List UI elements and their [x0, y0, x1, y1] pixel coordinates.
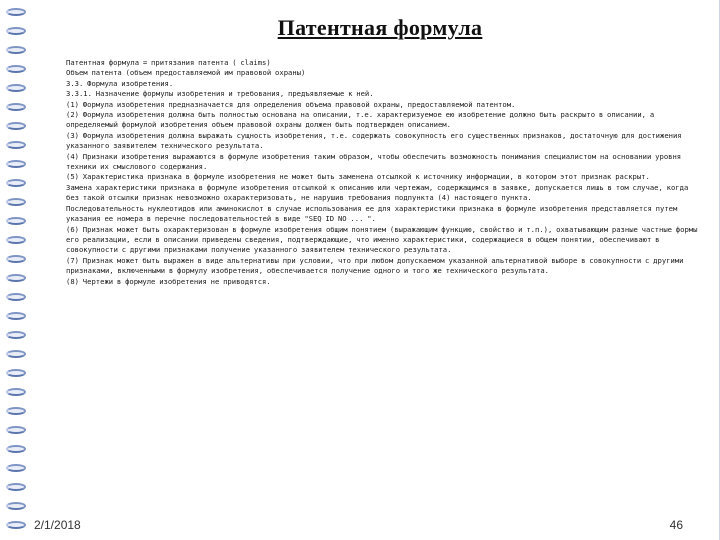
- binding-loop: [6, 179, 26, 187]
- slide-body: [66, 58, 702, 287]
- paragraph: Патентная формула = притязания патента ( claims): [66, 58, 271, 67]
- binding-loop: [6, 46, 26, 54]
- footer-date: 2/1/2018: [34, 518, 81, 532]
- paragraph: 3.3.1. Назначение формулы изобретения и требования, предъявляемые к ней.: [66, 89, 374, 99]
- binding-loop: [6, 274, 26, 282]
- paragraph: (2) Формула изобретения должна быть полностью основана на описании, т.е. характеризуемое ею изобретение должно быть раскрыто в описании, а определяемый формулой изобретения объем правовой охраны должен быть подтвержден описанием.: [66, 110, 655, 130]
- binding-loop: [6, 122, 26, 130]
- binding-loop: [6, 502, 26, 510]
- binding-loop: [6, 217, 26, 225]
- paragraph: Последовательность нуклеотидов или аминокислот в случае использования ее для характеристики признака в формуле изобретения представляется путем указания ее номера в перечне последовательностей в виде "SEQ ID NO ... ".: [66, 203, 678, 224]
- binding-loop: [6, 331, 26, 339]
- paragraph: (3) Формула изобретения должна выражать сущность изобретения, т.е. содержать совокупность его существенных признаков, достаточную для достижения указанного заявителем технического результата.: [66, 130, 682, 151]
- paragraph: (7) Признак может быть выражен в виде альтернативы при условии, что при любом допускаемом указанной альтернативой выборе в совокупности с другими признаками, включенными в формулу изобретения, обеспечивается получение одного и того же технического результата.: [66, 255, 684, 276]
- paragraph: Замена характеристики признака в формуле изобретения отсылкой к описанию или чертежам, содержащимся в заявке, допускается лишь в том случае, когда без такой отсылки признак невозможно охарактеризовать, не нарушив требования подпункта (4) настоящего пункта.: [66, 182, 689, 203]
- page-title: Патентная формула: [277, 15, 483, 40]
- binding-loop: [6, 84, 26, 92]
- spiral-binding-icon: [0, 0, 30, 540]
- binding-loop: [6, 8, 26, 16]
- binding-loop: [6, 350, 26, 358]
- paragraph: (4) Признаки изобретения выражаются в формуле изобретения таким образом, чтобы обеспечить возможность понимания специалистом на основании уровня техники их смыслового содержания.: [66, 151, 682, 172]
- paragraph: (6) Признак может быть охарактеризован в формуле изобретения общим понятием (выражающим функцию, свойство и т.п.), охватывающим разные частные формы его реализации, если в описании приведены сведения, подтверждающие, что именно характеристики, содержащиеся в общем понятии, обеспечивают в совокупности с другими признаками получение указанного заявителем технического результата.: [66, 224, 698, 255]
- binding-loop: [6, 198, 26, 206]
- paragraph: (5) Характеристика признака в формуле изобретения не может быть заменена отсылкой к источнику информации, в котором этот признак раскрыт.: [66, 172, 650, 182]
- page-number: 46: [669, 518, 683, 532]
- binding-loop: [6, 464, 26, 472]
- binding-loop: [6, 407, 26, 415]
- binding-loop: [6, 388, 26, 396]
- binding-loop: [6, 255, 26, 263]
- binding-loop: [6, 312, 26, 320]
- binding-loop: [6, 483, 26, 491]
- binding-loop: [6, 369, 26, 377]
- paragraph: 3.3. Формула изобретения.: [66, 78, 174, 88]
- binding-loop: [6, 521, 26, 529]
- binding-loop: [6, 103, 26, 111]
- binding-loop: [6, 236, 26, 244]
- binding-loop: [6, 293, 26, 301]
- paragraph: (8) Чертежи в формуле изобретения не приводятся.: [66, 276, 271, 286]
- binding-loop: [6, 160, 26, 168]
- binding-loop: [6, 141, 26, 149]
- paragraph: Объем патента (объем предоставляемой им правовой охраны): [66, 68, 306, 78]
- binding-loop: [6, 65, 26, 73]
- paragraph: (1) Формула изобретения предназначается для определения объема правовой охраны, предоставляемой патентом.: [66, 99, 516, 109]
- title-bar: [60, 10, 700, 46]
- binding-loop: [6, 445, 26, 453]
- binding-loop: [6, 426, 26, 434]
- binding-loop: [6, 27, 26, 35]
